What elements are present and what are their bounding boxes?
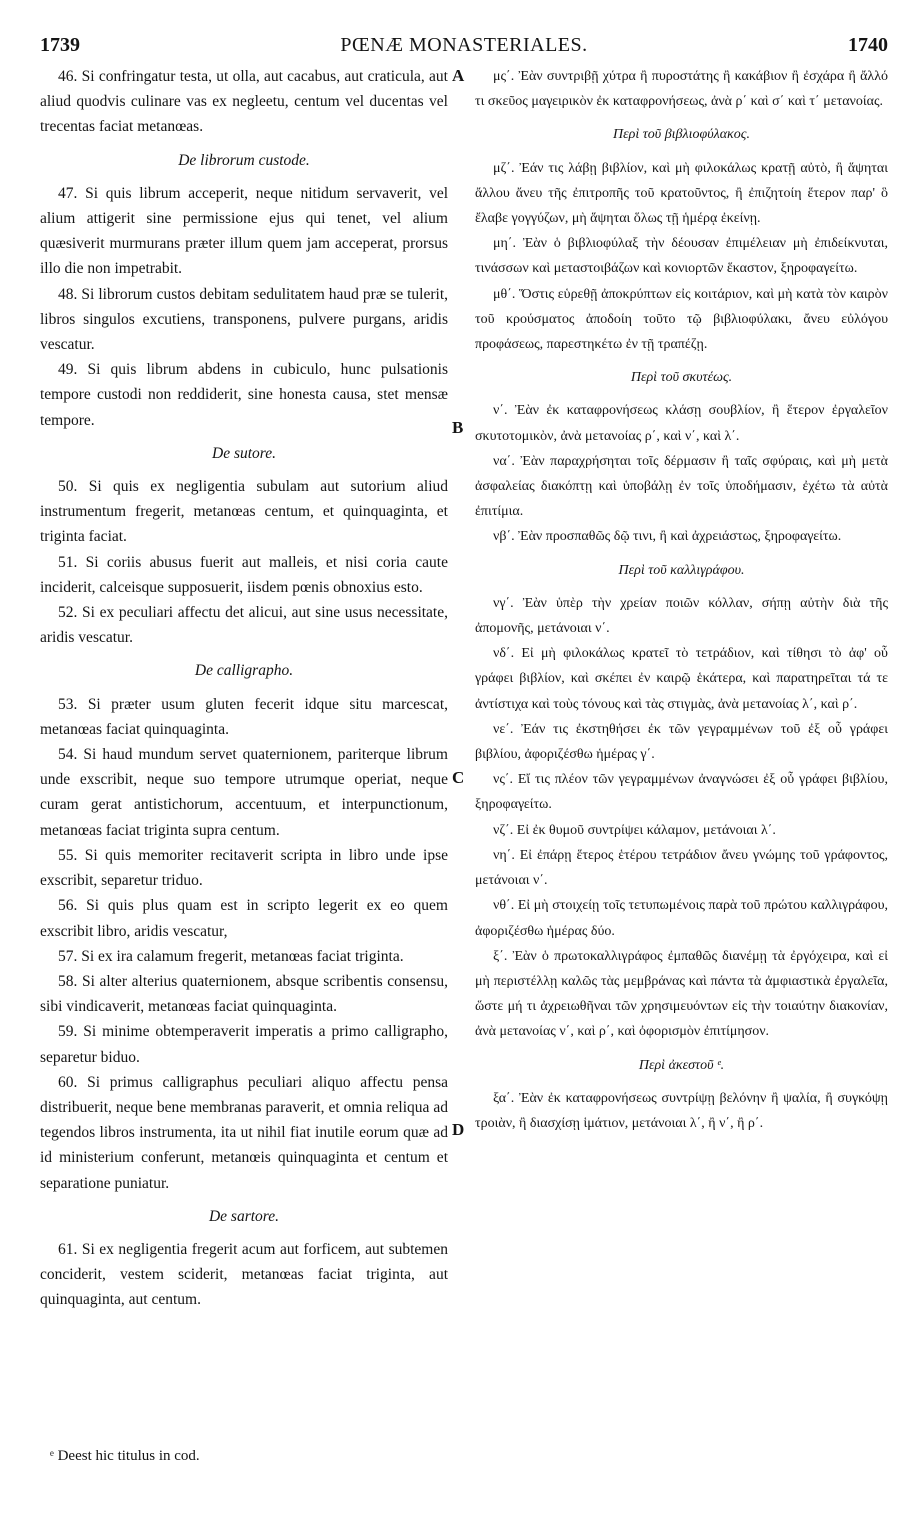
greek-canon-paragraph: νδ΄. Εἰ μὴ φιλοκάλως κρατεῖ τὸ τετράδιον, καὶ τίθησι τὸ ἀφ' οὗ γράφει βιβλίον, καὶ σκέπει ἐν καιρῷ ἑκάτερα, καὶ παρατηρεῖται τά τε ἀντίστιχα καὶ τοὺς τόνους καὶ τὰς στιγμὰς, ἀνὰ μετανοίας λ΄, καὶ ρ΄. <box>475 646 888 712</box>
latin-canon-paragraph: 57. Si ex ira calamum fregerit, metanœas faciat triginta. <box>58 947 404 965</box>
latin-column <box>40 64 448 1313</box>
latin-canon-paragraph: 50. Si quis ex negligentia subulam aut sutorium aliud instrumentum fregerit, metanœas centum, et quinquaginta, et triginta faciat. <box>40 478 448 546</box>
margin-letter-d: D <box>452 1120 465 1139</box>
greek-column <box>475 64 888 1136</box>
page-number-left: 1739 <box>40 34 80 56</box>
latin-section-heading: De sartore. <box>208 1207 280 1225</box>
greek-canon-paragraph: νζ΄. Εἰ ἐκ θυμοῦ συντρίψει κάλαμον, μετάνοιαι λ΄. <box>493 822 776 838</box>
latin-canon-paragraph: 53. Si præter usum gluten fecerit idque situ marcescat, metanœas faciat quinquaginta. <box>40 695 448 738</box>
running-title: PŒNÆ MONASTERIALES. <box>340 34 588 56</box>
latin-canon-paragraph: 59. Si minime obtemperaverit imperatis a primo calligrapho, separetur biduo. <box>40 1023 448 1066</box>
page-header <box>40 34 888 60</box>
latin-canon-paragraph: 54. Si haud mundum servet quaternionem, pariterque librum unde exscribit, neque suo tempore utrumque operiat, neque curam gerat antistichorum, accentuum, et interpunctionum, metanœas faciat triginta supra centum. <box>40 746 448 839</box>
greek-canon-paragraph: ν΄. Ἐὰν ἐκ καταφρονήσεως κλάσῃ σουβλίον, ἢ ἕτερον ἐργαλεῖον σκυτοτομικὸν, ἀνὰ μετανοίας ρ΄, καὶ ν΄, καὶ λ΄. <box>475 403 888 444</box>
greek-section-heading: Περὶ ἀκεστοῦ ᵉ. <box>638 1057 725 1073</box>
greek-canon-paragraph: μη΄. Ἐὰν ὁ βιβλιοφύλαξ τὴν δέουσαν ἐπιμέλειαν μὴ ἐπιδείκνυται, τινάσσων καὶ μεταστοιβάζων καὶ κονιορτῶν ἕκαστον, ξηροφαγείτω. <box>475 236 888 277</box>
greek-canon-paragraph: νς΄. Εἴ τις πλέον τῶν γεγραμμένων ἀναγνώσει ἐξ οὗ γράφει βιβλίου, ξηροφαγείτω. <box>475 772 888 813</box>
latin-canon-paragraph: 60. Si primus calligraphus peculiari aliquo affectu pensa distribuerit, neque bene membranas paraverit, et omnia reliqua ad tegendos libros instrumenta, ita ut nihil fiat inutile eorum quæ ad id ministerium conferunt, metanœis quinquaginta et centum et separatione puniatur. <box>40 1073 448 1192</box>
latin-canon-paragraph: 56. Si quis plus quam est in scripto legerit ex eo quem exscribit libro, aridis vescatur, <box>40 897 448 940</box>
latin-canon-paragraph: 47. Si quis librum acceperit, neque nitidum servaverit, vel alium attigerit sine permissione ejus qui tenet, vel alium quæsiverit murmurans præter illum quem jam acceperat, prorsus illo die non impetrabit. <box>40 184 448 278</box>
greek-section-heading: Περὶ τοῦ βιβλιοφύλακος. <box>613 127 750 143</box>
greek-canon-paragraph: μς΄. Ἐὰν συντριβῇ χύτρα ἢ πυροστάτης ἢ κακάβιον ἢ ἐσχάρα ἢ ἄλλό τι σκεῦος μαγειρικὸν ἐκ καταφρονήσεως, ἀνὰ ρ΄ καὶ σ΄ καὶ τ΄ μετανοίας. <box>475 69 888 110</box>
margin-letter-a: A <box>452 66 465 85</box>
greek-canon-paragraph: ξ΄. Ἐὰν ὁ πρωτοκαλλιγράφος ἐμπαθῶς διανέμῃ τὰ ἐργόχειρα, καὶ εἰ μὴ περιστέλλῃ καλῶς τὰς μεμβράνας καὶ πάντα τὰ ἀμφιαστικὰ ἐργαλεῖα, ὥστε μή τι ἀχρειωθῆναι τῶν χρησιμευόντων εἰς τὴν τοιαύτην διακονίαν, ἀνὰ μετανοίας ν΄, καὶ ρ΄, καὶ ὀφορισμὸν ἐπιτίμησον. <box>475 948 888 1040</box>
footnote: ᵉ Deest hic titulus in cod. <box>50 1448 200 1464</box>
greek-section-heading: Περὶ τοῦ σκυτέως. <box>630 370 733 386</box>
latin-canon-paragraph: 46. Si confringatur testa, ut olla, aut cacabus, aut craticula, aut aliud quodvis culinare vas ex negleetu, centum vel ducentas vel trecentas faciat metanœas. <box>40 68 448 136</box>
greek-canon-paragraph: νθ΄. Εἰ μὴ στοιχείῃ τοῖς τετυπωμένοις παρὰ τοῦ πρώτου καλλιγράφου, ἀφοριζέσθω ἡμέρας δύο. <box>475 898 888 939</box>
latin-canon-paragraph: 51. Si coriis abusus fuerit aut malleis, et nisi coria caute inciderit, calceisque supposuerit, iisdem pœnis obnoxius esto. <box>40 553 448 596</box>
latin-canon-paragraph: 61. Si ex negligentia fregerit acum aut forficem, aut subtemen conciderit, vestem sciderit, metanœas faciat triginta, aut quinquaginta, aut centum. <box>40 1240 448 1309</box>
margin-letter-b: B <box>452 418 464 437</box>
latin-canon-paragraph: 48. Si librorum custos debitam sedulitatem haud præ se tulerit, libros singulos excutiens, transponens, pulvere purgans, aridis vescatur. <box>40 285 448 354</box>
greek-canon-paragraph: να΄. Ἐὰν παραχρήσηται τοῖς δέρμασιν ἢ ταῖς σφύραις, καὶ μὴ μετὰ ἀσφαλείας διακόπτῃ καὶ ὑποβάλῃ ἐν τοῖς ὑποδήμασιν, ἐχέτω τὰ αὐτὰ ἐπιτίμια. <box>475 453 888 520</box>
greek-canon-paragraph: νε΄. Ἐάν τις ἐκστηθήσει ἐκ τῶν γεγραμμένων τοῦ ἐξ οὗ γράφει βιβλίου, ἀφοριζέσθω ἡμέρας γ΄. <box>475 721 888 763</box>
greek-canon-paragraph: νη΄. Εἰ ἐπάρῃ ἕτερος ἑτέρου τετράδιον ἄνευ γνώμης τοῦ γράφοντος, μετάνοιαι ν΄. <box>475 847 888 889</box>
greek-section-heading: Περὶ τοῦ καλλιγράφου. <box>618 562 745 578</box>
margin-letter-c: C <box>452 768 465 787</box>
latin-canon-paragraph: 55. Si quis memoriter recitaverit scripta in libro unde ipse exscribit, separetur triduo. <box>40 846 448 890</box>
latin-section-heading: De calligrapho. <box>194 662 294 680</box>
greek-canon-paragraph: μζ΄. Ἐάν τις λάβῃ βιβλίον, καὶ μὴ φιλοκάλως κρατῇ αὐτὸ, ἢ ἅψηται ἄλλου ἄνευ τῆς ἐπιτροπῆς τοῦ κρατοῦντος, ἢ ἐπιζητοίη ἕτερον παρ' ὃ ἔλαβε γογγύζων, μὴ ἅψηται ὅλως τῇ ἡμέρᾳ ἐκείνῃ. <box>475 160 888 227</box>
latin-canon-paragraph: 49. Si quis librum abdens in cubiculo, hunc pulsationis tempore custodi non reddiderit, sine honesta causa, stet mensæ tempore. <box>40 361 448 429</box>
greek-canon-paragraph: ξα΄. Ἐὰν ἐκ καταφρονήσεως συντρίψῃ βελόνην ἢ ψαλία, ἢ συγκόψῃ τροιὰν, ἢ διασχίσῃ ἱμάτιον, μετάνοιαι λ΄, ἢ ν΄, ἢ ρ΄. <box>475 1090 888 1131</box>
greek-canon-paragraph: νγ΄. Ἐὰν ὑπὲρ τὴν χρείαν ποιῶν κόλλαν, σήπῃ αὐτὴν διὰ τῆς ἀπομονῆς, μετάνοιαι ν΄. <box>475 595 888 637</box>
page-number-right: 1740 <box>848 34 888 56</box>
greek-canon-paragraph: μθ΄. Ὅστις εὑρεθῇ ἀποκρύπτων εἰς κοιτάριον, καὶ μὴ κατὰ τὸν καιρὸν τοῦ κρούσματος ἀποδοίη τοῦτο τῷ βιβλιοφύλακι, ἄνευ εὐλόγου προφάσεως, παρεστηκέτω ἐν τῇ τραπέζῃ. <box>475 286 888 353</box>
latin-canon-paragraph: 58. Si alter alterius quaternionem, absque scribentis consensu, sibi vindicaverit, metanœas faciat quinquaginta. <box>40 972 448 1016</box>
latin-canon-paragraph: 52. Si ex peculiari affectu det alicui, aut sine usus necessitate, aridis vescatur. <box>40 604 448 647</box>
greek-canon-paragraph: νβ΄. Ἐὰν προσπαθῶς δῷ τινι, ἢ καὶ ἀχρειάστως, ξηροφαγείτω. <box>493 529 842 545</box>
latin-section-heading: De librorum custode. <box>178 151 310 169</box>
latin-section-heading: De sutore. <box>212 444 276 462</box>
